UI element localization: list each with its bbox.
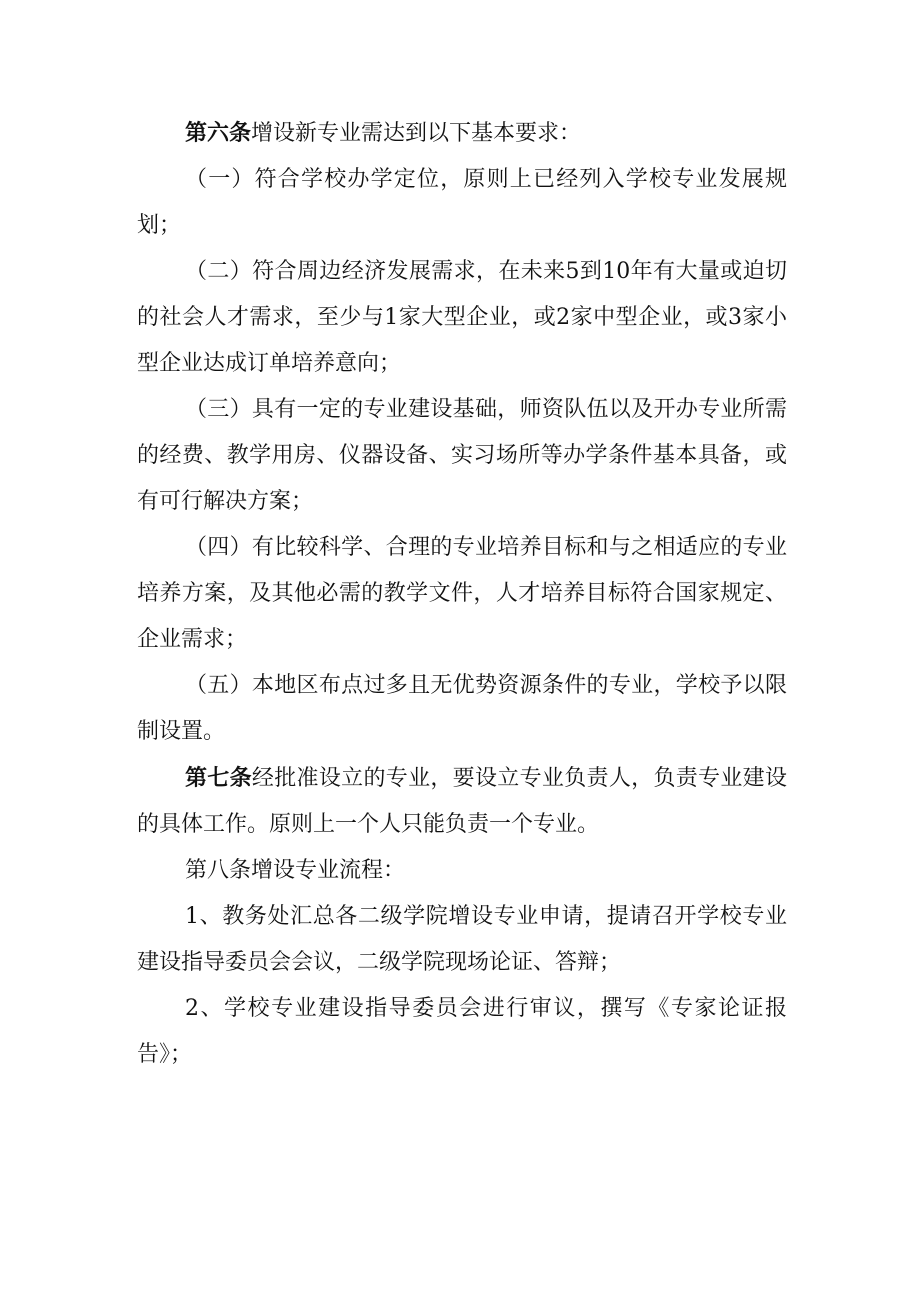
requirement-3 [137,387,787,525]
article-6-heading [137,110,787,157]
process-step-2 [137,986,787,1078]
requirement-4 [137,525,787,663]
requirement-5 [137,663,787,755]
paragraph-text: （一）符合学校办学定位，原则上已经列入学校专业发展规划； [137,167,787,238]
paragraph-text: （四）有比较科学、合理的专业培养目标和与之相适应的专业培养方案，及其他必需的教学文件，人才培养目标符合国家规定、企业需求； [137,535,787,652]
document-body [137,110,787,1078]
paragraph-text: 2、学校专业建设指导委员会进行审议，撰写《专家论证报告》； [137,996,787,1067]
paragraph-text: 经批准设立的专业，要设立专业负责人，负责专业建设的具体工作。原则上一个人只能负责一个专业。 [137,766,787,837]
paragraph-text: 1、教务处汇总各二级学院增设专业申请，提请召开学校专业建设指导委员会会议，二级学院现场论证、答辩； [137,904,787,975]
article-number: 第七条 [185,765,252,791]
paragraph-text: （五）本地区布点过多且无优势资源条件的专业，学校予以限制设置。 [137,673,787,744]
paragraph-text: （二）符合周边经济发展需求，在未来5到10年有大量或迫切的社会人才需求，至少与1家大型企业，或2家中型企业，或3家小型企业达成订单培养意向； [137,259,787,376]
paragraph-text: （三）具有一定的专业建设基础，师资队伍以及开办专业所需的经费、教学用房、仪器设备、实习场所等办学条件基本具备，或有可行解决方案； [137,397,787,514]
article-7 [137,755,787,848]
requirement-1 [137,157,787,249]
paragraph-text: 第八条增设专业流程： [185,858,406,883]
requirement-2 [137,249,787,387]
paragraph-text: 增设新专业需达到以下基本要求： [251,121,582,146]
process-step-1 [137,894,787,986]
article-number: 第六条 [185,120,252,146]
article-8-heading [137,848,787,894]
